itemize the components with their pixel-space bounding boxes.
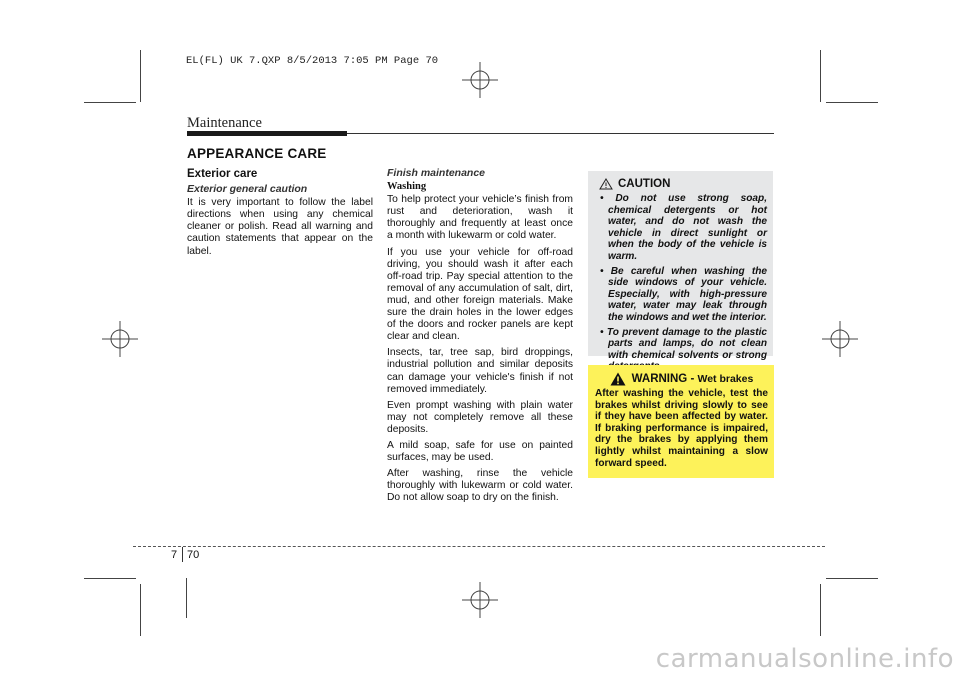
- caution-box: [588, 171, 773, 361]
- washing-paragraph: To help protect your vehicle’s finish from rust and deterioration, wash it thoroughly and frequently at least once a month with lukewarm or cold water.: [387, 194, 573, 242]
- warning-title: WARNING -: [631, 373, 698, 385]
- washing-paragraph: A mild soap, safe for use on painted surfaces, may be used.: [387, 439, 573, 464]
- left-column: [187, 168, 373, 262]
- caution-item: • Do not use strong soap, chemical detergents or hot water, and do not wash the vehicle in direct sunlight or when the body of the vehicle is warm.: [600, 193, 767, 262]
- caution-triangle-outline-icon: [599, 178, 613, 190]
- washing-paragraph: If you use your vehicle for off-road driving, you should wash it after each off-road trip. Pay special attention to the removal of any accumulation of salt, dirt, mud, and other foreign materials. Make sure the drain holes in the lower edges of the doors and rocker panels are kept clear and clean.: [387, 246, 573, 343]
- finish-maintenance-heading: Finish maintenance: [387, 167, 486, 179]
- caution-list: [596, 193, 767, 373]
- caution-item: • Be careful when washing the side windows of your vehicle. Especially, with high-pressure water, water may leak through the windows and wet the interior.: [600, 265, 767, 323]
- warning-title-row: [595, 372, 768, 386]
- caution-title-row: [596, 178, 767, 190]
- crop-mark: [140, 50, 141, 102]
- exterior-general-caution-subheading: Exterior general caution: [187, 183, 308, 196]
- crop-mark: [820, 584, 821, 636]
- exterior-care-paragraph: It is very important to follow the label directions when using any chemical cleaner or polish. Read all warning and caution statements that appear on the label.: [187, 197, 373, 257]
- caution-item: • To prevent damage to the plastic parts and lamps, do not clean with chemical solvents or strong: [596, 327, 767, 373]
- registration-mark-icon: [822, 321, 858, 357]
- watermark: carmanualsonline.info: [655, 644, 954, 674]
- chapter-number: 7: [171, 549, 178, 561]
- washing-paragraph: After washing, rinse the vehicle thoroughly with lukewarm or cold water. Do not allow soap to dry on the finish.: [387, 468, 573, 504]
- footer-separator: [182, 547, 183, 562]
- washing-paragraph: Insects, tar, tree sap, bird droppings, industrial pollution and similar deposits can damage your vehicle's finish if not removed immediately.: [387, 347, 573, 395]
- washing-subheading: Washing: [387, 181, 427, 193]
- crop-mark: [186, 578, 187, 618]
- crop-mark: [826, 102, 878, 103]
- warning-triangle-filled-icon: [610, 372, 626, 386]
- footer-rule: [133, 546, 825, 547]
- crop-mark: [140, 584, 141, 636]
- crop-mark: [84, 102, 136, 103]
- page-title: APPEARANCE CARE: [187, 146, 327, 161]
- section-header: Maintenance: [187, 115, 262, 131]
- registration-mark-icon: [102, 321, 138, 357]
- crop-mark: [84, 578, 136, 579]
- crop-mark: [826, 578, 878, 579]
- washing-paragraph: Even prompt washing with plain water may not completely remove all these deposits.: [387, 399, 573, 435]
- warning-box: [588, 365, 774, 478]
- caution-title: CAUTION: [618, 178, 671, 190]
- header-rule-accent: [187, 131, 347, 136]
- caution-item-text: Be careful when washing the side windows of your vehicle. Especially, with high-pressure water, water may leak through the windows and wet the interior.: [608, 265, 767, 323]
- warning-body: After washing the vehicle, test the brakes whilst driving slowly to see if they have been affected by water. If braking performance is impaired, dry the brakes by applying them lightly whilst maintaining a slow forward speed.: [595, 388, 768, 469]
- exterior-care-heading: Exterior care: [187, 168, 258, 180]
- crop-mark: [820, 50, 821, 102]
- warning-subtitle: Wet brakes: [697, 373, 754, 385]
- middle-column: [387, 167, 573, 508]
- print-slug: EL(FL) UK 7.QXP 8/5/2013 7:05 PM Page 70: [186, 55, 439, 67]
- caution-item-text: To prevent damage to the plastic parts and lamps, do not clean with chemical solvents or strong: [606, 326, 768, 361]
- registration-mark-icon: [462, 62, 498, 98]
- page-number: 70: [187, 549, 200, 561]
- caution-item-text: Do not use strong soap, chemical detergents or hot water, and do not wash the vehicle in direct sunlight or when the body of the vehicle is warm.: [608, 193, 767, 262]
- registration-mark-icon: [462, 582, 498, 618]
